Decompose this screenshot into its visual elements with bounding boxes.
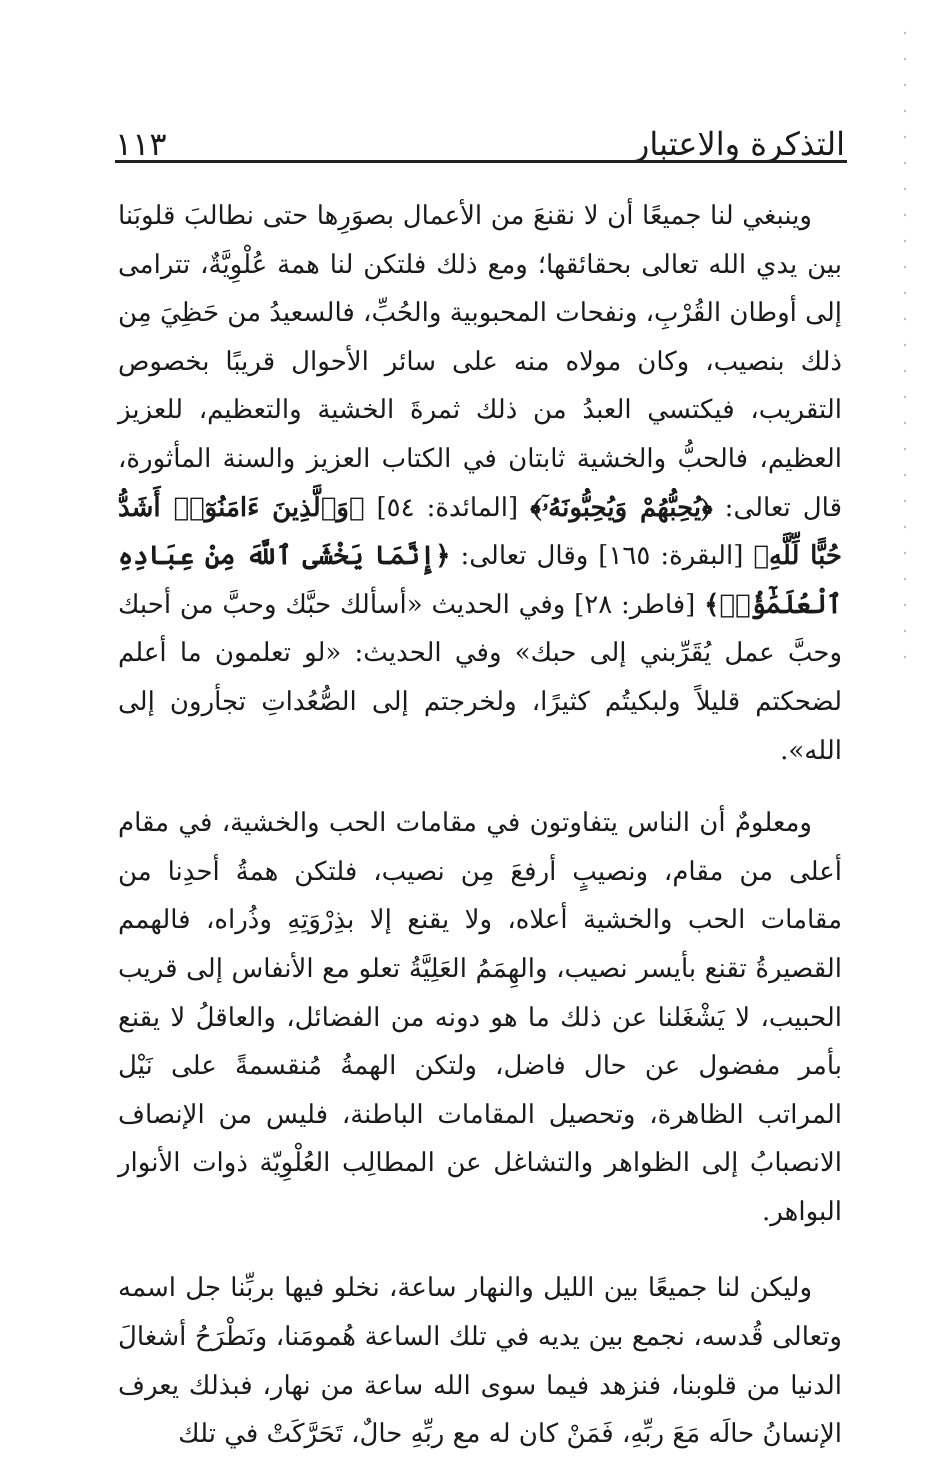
paragraph xyxy=(118,799,842,1236)
quran-verse: ﴿يُحِبُّهُمْ وَيُحِبُّونَهُۥٓ﴾ xyxy=(530,492,713,523)
page-header xyxy=(115,118,845,164)
quran-verse: ﴿إِنَّمَا يَخْشَى ٱللَّهَ مِنْ عِبَادِهِ ٱلْعُلَمَٰٓؤُا۟﴾ xyxy=(118,541,842,620)
running-title: التذكرة والاعتبار xyxy=(633,125,845,163)
header-rule xyxy=(115,160,847,163)
quran-verse: ﴿وَٱلَّذِينَ ءَامَنُوٓا۟ أَشَدُّ حُبًّا لِّلَّهِ﴾ xyxy=(118,492,842,572)
text-segment: وينبغي لنا جميعًا أن لا نقنعَ من الأعمال بصوَرِها حتى نطالبَ قلوبَنا بين يدي الله تعالى بحقائقها؛ ومع ذلك فلتكن لنا همة عُلْوِيَّةٌ، تترامى إلى أوطان القُرْبِ، ونفحات المحبوبية والحُبِّ، فالسعيدُ من حَظِيَ مِن ذلك بنصيب، وكان مولاه منه على سائر الأحوال قريبًا بخصوص التقريب، فيكتسي العبدُ من ذلك ثمرةَ الخشية والتعظيم، للعزيز العظيم، فالحبُّ والخشية ثابتان في الكتاب العزيز والسنة المأثورة، قال تعالى: xyxy=(117,201,842,523)
paragraph xyxy=(118,192,842,775)
page-number: ١١٣ xyxy=(115,125,167,163)
margin-dot-line xyxy=(904,20,906,660)
body-text xyxy=(118,192,842,1459)
text-segment: وليكن لنا جميعًا بين الليل والنهار ساعة، نخلو فيها بربِّنا جل اسمه وتعالى قُدسه، نجمع بين يديه في تلك الساعة هُمومَنا، ونَطْرَحُ أشغالَ الدنيا من قلوبنا، فنزهد فيما سوى الله ساعة من نهار، فبذلك يعرف الإنسانُ حالَه مَعَ ربِّهِ، فَمَنْ كان له مع ربِّهِ حالٌ، تَحَرَّكَتْ في تلك xyxy=(118,1273,842,1450)
text-segment: [فاطر: ٢٨] وفي الحديث «أسألك حبَّك وحبَّ من أحبك وحبَّ عمل يُقَرِّبني إلى حبك» وفي الحديث: «لو تعلمون ما أعلم لضحكتم قليلاً ولبكيتُم كثيرًا، ولخرجتم إلى الصُّعُداتِ تجأرون إلى الله». xyxy=(118,589,842,766)
text-segment: ومعلومٌ أن الناس يتفاوتون في مقامات الحب والخشية، في مقام أعلى من مقام، ونصيبٍ أرفعَ مِن نصيب، فلتكن همةُ أحدِنا من مقامات الحب والخشية أعلاه، ولا يقنع إلا بذِرْوَتِهِ وذُراه، فالهمم القصيرةُ تقنع بأيسر نصيب، والهِمَمُ العَلِيَّةُ تعلو مع الأنفاس إلى قريب الحبيب، لا يَشْغَلنا عن ذلك ما هو دونه من الفضائل، والعاقلُ لا يقنع بأمر مفضول عن حال فاضل، ولتكن الهمةُ مُنقسمةً على نَيْل المراتب الظاهرة، وتحصيل المقامات الباطنة، فليس من الإنصاف الانصبابُ إلى الظواهر والتشاغل عن المطالِب العُلْوِيّة ذوات الأنوار البواهر. xyxy=(118,808,842,1227)
paragraph xyxy=(118,1264,842,1458)
verse-citation: [البقرة: ١٦٥] وقال تعالى: xyxy=(450,541,754,572)
verse-citation: [المائدة: ٥٤] xyxy=(364,492,531,523)
